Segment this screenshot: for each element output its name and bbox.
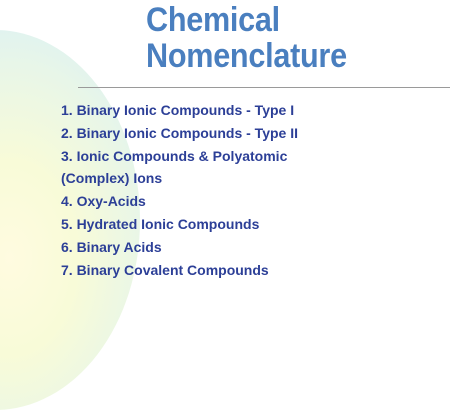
title-line-1: Chemical	[146, 1, 280, 39]
slide-title	[146, 2, 347, 74]
topic-item: 6. Binary Acids	[61, 238, 162, 255]
topic-item: 2. Binary Ionic Compounds - Type II	[61, 124, 298, 141]
topic-item: 1. Binary Ionic Compounds - Type I	[61, 102, 295, 118]
title-divider	[78, 87, 450, 88]
title-line-2: Nomenclature	[146, 37, 347, 75]
topic-item: 3. Ionic Compounds & Polyatomic	[61, 147, 288, 164]
topic-item: 7. Binary Covalent Compounds	[61, 261, 269, 278]
topic-item: 4. Oxy-Acids	[61, 193, 146, 210]
topic-list	[61, 99, 298, 281]
topic-item: 5. Hydrated Ionic Compounds	[61, 215, 260, 232]
topic-item: (Complex) Ions	[61, 170, 163, 187]
